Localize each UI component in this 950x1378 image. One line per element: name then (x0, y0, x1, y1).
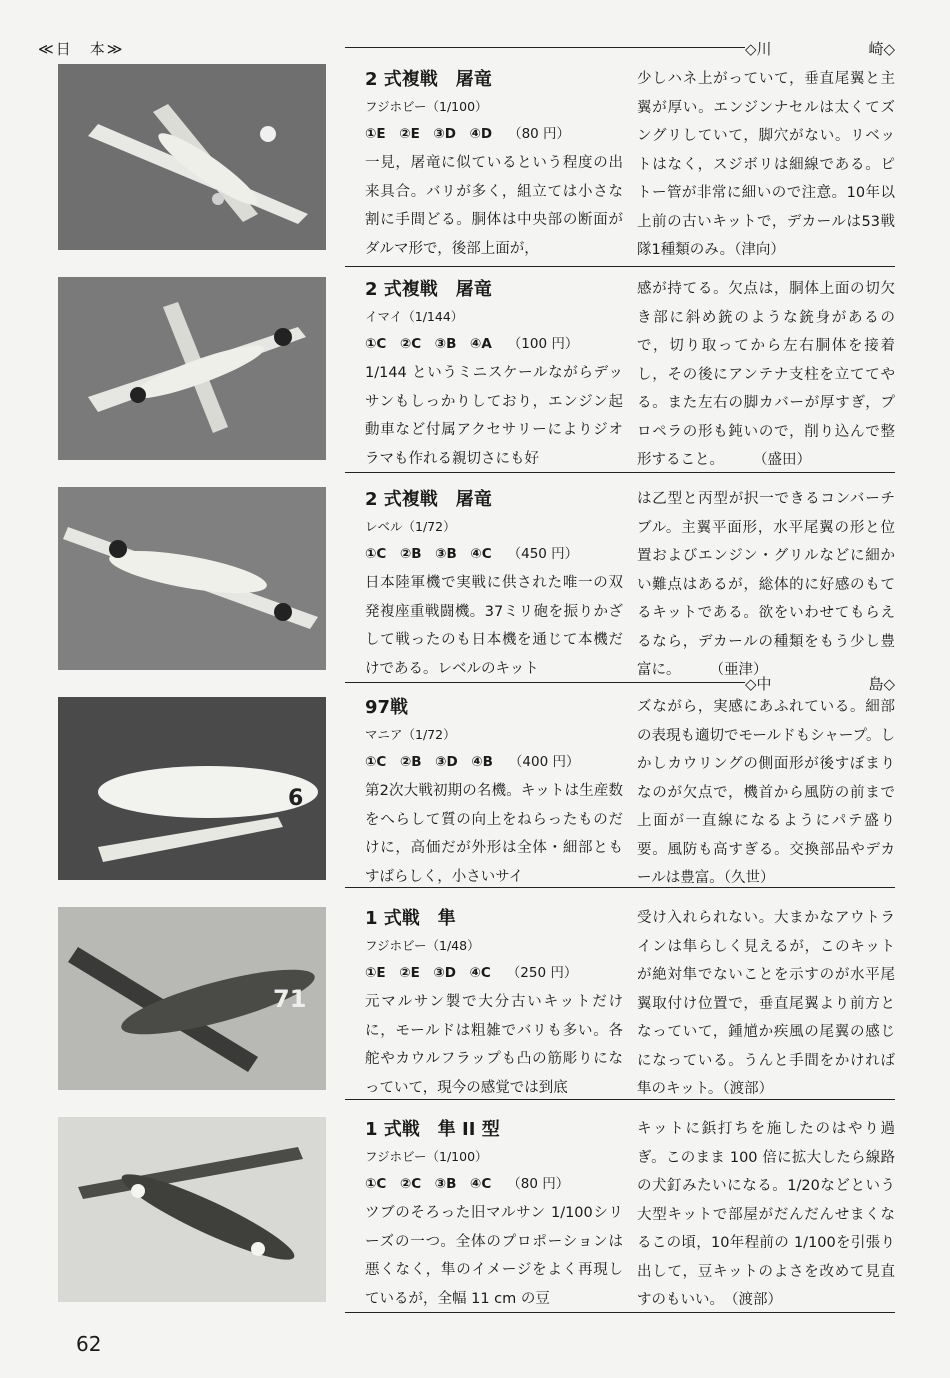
maker-name-last: 島 (868, 675, 884, 693)
kit-review-entry (345, 65, 895, 266)
kit-maker-scale: イマイ（1/144） (365, 309, 464, 324)
fixed-gear-fighter-icon (58, 697, 326, 880)
single-engine-fighter-icon (58, 1117, 326, 1302)
review-text-left: 日本陸軍機で実戦に供された唯一の双発複座重戦闘機。37ミリ砲を振りかざして戦ったのも日本機を通じて本機だけである。レベルのキット (365, 575, 623, 677)
kit-price: （400 円） (508, 754, 580, 770)
kit-price: （80 円） (508, 126, 571, 142)
review-text-left: 1/144 というミニスケールながらデッサンもしっかりしており，エンジン起動車など付属アクセサリーによりジオラマも作れる親切さにも好 (365, 365, 623, 467)
kit-review-entry (345, 904, 895, 1099)
kit-title: 97戦 (365, 697, 409, 718)
entry-divider (345, 266, 895, 267)
kit-title: 2 式複戦 屠竜 (365, 489, 492, 510)
review-text-left: ツブのそろった旧マルサン 1/100シリーズの一つ。全体のプロポーションは悪くなく，隼のイメージをよく再現しているが，全幅 11 cm の豆 (365, 1205, 623, 1307)
kit-ratings: ①C ②B ③D ④B (365, 754, 493, 770)
review-text-right: ズながら，実感にあふれている。細部の表現も適切でモールドもシャープ。しかしカウリングの側面形が後すぼまりなのが欠点で，機首から風防の前まで上面が一直線になるようにパテ盛り要。風防も高すぎる。交換部品やデカールは豊富。（久世） (637, 699, 895, 886)
review-text-right: 受け入れられない。大まかなアウトラインは隼らしく見えるが，このキットが絶対隼でないことを示すのが水平尾翼取付け位置で，垂直尾翼より前方となっていて，鍾馗か疾風の尾翼の感じになっている。うんと手間をかければ隼のキット。（渡部） (637, 910, 895, 1097)
kit-review-entry (345, 693, 895, 887)
maker-name-first: 川 (756, 40, 772, 58)
review-text-left: 一見，屠竜に似ているという程度の出来具合。バリが多く，組立ては小さな割に手間どる。胴体は中央部の断面がダルマ形で，後部上面が， (365, 155, 623, 257)
entry-divider (345, 1312, 895, 1313)
maker-heading-kawasaki (345, 38, 895, 56)
kit-maker-scale: フジホビー（1/48） (365, 938, 480, 953)
kit-title: 2 式複戦 屠竜 (365, 279, 492, 300)
page-number: 62 (76, 1332, 102, 1356)
kit-photo-toryu-fujihobby (58, 64, 326, 250)
kit-ratings: ①C ②C ③B ④A (365, 336, 492, 352)
maker-name-last: 崎 (868, 40, 884, 58)
kit-photo-toryu-imai (58, 277, 326, 460)
twin-engine-plane-icon (58, 64, 326, 250)
review-text-right: キットに鋲打ちを施したのはやり過ぎ。このまま 100 倍に拡大したら線路の犬釘みたいになる。1/20などという大型キットで部屋がだんだんせまくなるこの頃，10年程前の 1/100を引張り出して，豆キットのよさを改めて見直すのもいい。 （渡部） (637, 1121, 895, 1308)
kit-ratings: ①E ②E ③D ④C (365, 965, 491, 981)
kit-maker-scale: フジホビー（1/100） (365, 1149, 488, 1164)
review-text-right: 感が持てる。欠点は，胴体上面の切欠き部に斜め銃のような銃身があるので，切り取ってから左右胴体を接着し，その後にアンテナ支柱を立ててやる。また左右の脚カバーが厚すぎ，プロペラの形も鈍いので，削り込んで整形すること。 （盛田） (637, 281, 895, 468)
kit-title: 2 式複戦 屠竜 (365, 69, 492, 90)
kit-price: （100 円） (507, 336, 579, 352)
kit-review-entry (345, 275, 895, 472)
review-text-right: は乙型と丙型が択一できるコンバーチブル。主翼平面形，水平尾翼の形と位置およびエンジン・グリルなどに細かい難点はあるが，総体的に好感のもてるキットである。欲をいわせてもらえるなら，デカールの種類をもう少し豊富に。 （亜津） (637, 491, 895, 678)
kit-title: 1 式戦 隼 (365, 908, 456, 929)
kit-price: （80 円） (507, 1176, 570, 1192)
kit-photo-toryu-revell (58, 487, 326, 670)
maker-rule (345, 47, 745, 48)
kit-photo-hayabusa-48 (58, 907, 326, 1090)
kit-title: 1 式戦 隼 II 型 (365, 1119, 500, 1140)
maker-diamond-icon: ◇ (883, 675, 895, 693)
entry-divider (345, 472, 895, 473)
kit-ratings: ①C ②C ③B ④C (365, 1176, 492, 1192)
review-text-left: 第2次大戦初期の名機。キットは生産数をへらして質の向上をねらったものだけに，高価だが外形は全体・細部ともすばらしく，小さいサイ (365, 783, 623, 885)
kit-review-entry (345, 485, 895, 676)
kit-maker-scale: フジホビー（1/100） (365, 99, 488, 114)
kit-photo-type97 (58, 697, 326, 880)
twin-engine-plane-icon (58, 487, 326, 670)
maker-diamond-icon: ◇ (745, 675, 757, 693)
tail-number: 71 (273, 985, 307, 1013)
kit-price: （450 円） (507, 546, 579, 562)
kit-review-entry (345, 1115, 895, 1312)
kit-ratings: ①C ②B ③B ④C (365, 546, 492, 562)
kit-maker-scale: マニア（1/72） (365, 727, 456, 742)
review-text-left: 元マルサン製で大分古いキットだけに，モールドは粗雑でバリも多い。各舵やカウルフラップも凸の筋彫りになっていて，現今の感覚では到底 (365, 994, 623, 1096)
kit-ratings: ①E ②E ③D ④D (365, 126, 493, 142)
kit-maker-scale: レベル（1/72） (365, 519, 456, 534)
entry-divider (345, 1099, 895, 1100)
maker-diamond-icon: ◇ (745, 40, 757, 58)
maker-diamond-icon: ◇ (883, 40, 895, 58)
review-text-right: 少しハネ上がっていて，垂直尾翼と主翼が厚い。エンジンナセルは太くてズングリしていて，脚穴がない。リベットはなく，スジボリは細線である。ピトー管が非常に細いので注意。10年以上前の古いキットで，デカールは53戦隊1種類のみ。（津向） (637, 71, 895, 258)
entry-divider (345, 887, 895, 888)
kit-photo-hayabusa-2 (58, 1117, 326, 1302)
tail-number: 6 (288, 786, 304, 811)
single-engine-fighter-icon (58, 907, 326, 1090)
kit-price: （250 円） (506, 965, 578, 981)
maker-name-first: 中 (756, 675, 772, 693)
twin-engine-plane-icon (58, 277, 326, 460)
country-header: ≪日 本≫ (38, 40, 125, 58)
